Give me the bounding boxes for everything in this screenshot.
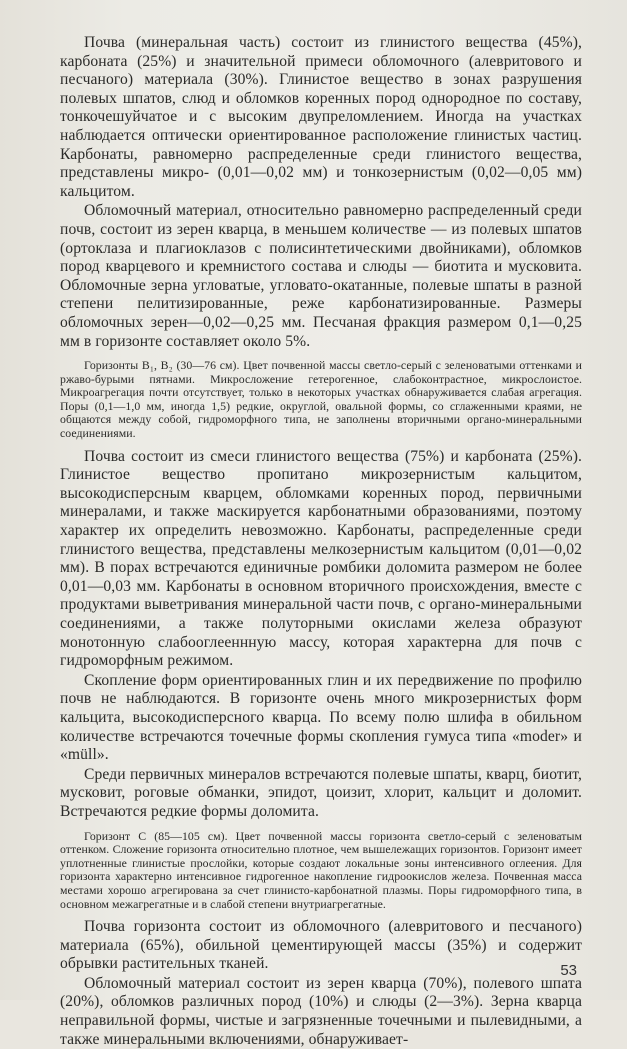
paragraph-6: Почва горизонта состоит из обломочного (алевритового и песчаного) материала (65%), обильной цементирующей массы (35%) и содержит обрывки растительных тканей. [60, 918, 582, 973]
paragraph-4: Скопление форм ориентированных глин и их передвижение по профилю почв не наблюдаются. В горизонте очень много микрозернистых форм кальцита, высокодисперсного кварца. По всему полю шлифа в обильном количестве встречаются точечные формы скопления гумуса типа «moder» и «müll». [60, 671, 582, 764]
paragraph-2: Обломочный материал, относительно равномерно распределенный среди почв, состоит из зерен кварца, в меньшем количестве — из полевых шпатов (ортоклаза и плагиоклазов с полисинтетическими двойниками), обломков пород кварцевого и кремнистого состава и слюды — биотита и мусковита. Обломочные зерна угловатые, угловато-окатанные, полевые шпаты в разной степени пелитизированные, реже карбонатизированные. Размеры обломочных зерен—0,02—0,25 мм. Песчаная фракция размером 0,1—0,25 мм в горизонте составляет около 5%. [60, 202, 582, 350]
paragraph-1: Почва (минеральная часть) состоит из глинистого вещества (45%), карбоната (25%) и значительной примеси обломочного (алевритового и песчаного) материала (30%). Глинистое вещество в зонах разрушения полевых шпатов, слюд и обломков коренных пород однородное по составу, тонкочешуйчатое и с высоким двупреломлением. Иногда на участках наблюдается оптически ориентированное расположение глинистых частиц. Карбонаты, равномерно распределенные среди глинистого вещества, представлены микро- (0,01—0,02 мм) и тонкозернистым (0,02—0,05 мм) кальцитом. [60, 34, 582, 200]
paragraph-5: Среди первичных минералов встречаются полевые шпаты, кварц, биотит, мусковит, роговые обманки, эпидот, цоизит, хлорит, кальцит и доломит. Встречаются редкие формы доломита. [60, 765, 582, 820]
horizon-b-description: Горизонты B₁, B₂ (30—76 см). Цвет почвенной массы светло-серый с зеленоватыми оттенками и ржаво-бурыми пятнами. Микросложение гетерогенное, слабоконтрастное, микрослоистое. Микроагрегация почти отсутствует, только в некоторых участках обнаруживается слабая агрегация. Поры (0,1—1,0 мм, иногда 1,5) редкие, округлой, овальной формы, со сглаженными краями, не общаются между собой, гидроморфного типа, не заполнены вторичными органо-минеральными соединениями. [60, 358, 582, 441]
paragraph-7: Обломочный материал состоит из зерен кварца (70%), полевого шпата (20%), обломков различных пород (10%) и слюды (2—3%). Зерна кварца неправильной формы, чистые и загрязненные точечными и пылевидными, а также минеральными включениями, обнаруживает- [60, 974, 582, 1048]
horizon-c-description: Горизонт C (85—105 см). Цвет почвенной массы горизонта светло-серый с зеленоватым оттенком. Сложение горизонта относительно плотное, чем вышележащих горизонтов. Горизонт имеет уплотненные глинистые прослойки, которые создают локальные зоны интенсивного оглеения. Для горизонта характерно интенсивное гидрогенное накопление гидроокислов железа. Почвенная масса местами хорошо агрегирована за счет глинисто-карбонатной плазмы. Поры гидроморфного типа, в основном межагрегатные и в слабой степени внутриагрегатные. [60, 828, 582, 911]
text-column [60, 34, 582, 1049]
paragraph-3: Почва состоит из смеси глинистого вещества (75%) и карбоната (25%). Глинистое вещество пропитано микрозернистым кальцитом, высокодисперсным кварцем, обломками коренных пород, первичными минералами, и также маскируется карбонатными образованиями, поэтому характер их определить невозможно. Карбонаты, распределенные среди глинистого вещества, представлены мелкозернистым кальцитом (0,01—0,02 мм). В порах встречаются единичные ромбики доломита размером не более 0,01—0,03 мм. Карбонаты в основном вторичного происхождения, вместе с продуктами выветривания минеральной части почв, с органо-минеральными соединениями, а также полуторными окислами железа образуют монотонную слабооглееннную массу, которая характерна для почв с гидроморфным режимом. [60, 447, 582, 670]
page-number: 53 [560, 962, 577, 979]
